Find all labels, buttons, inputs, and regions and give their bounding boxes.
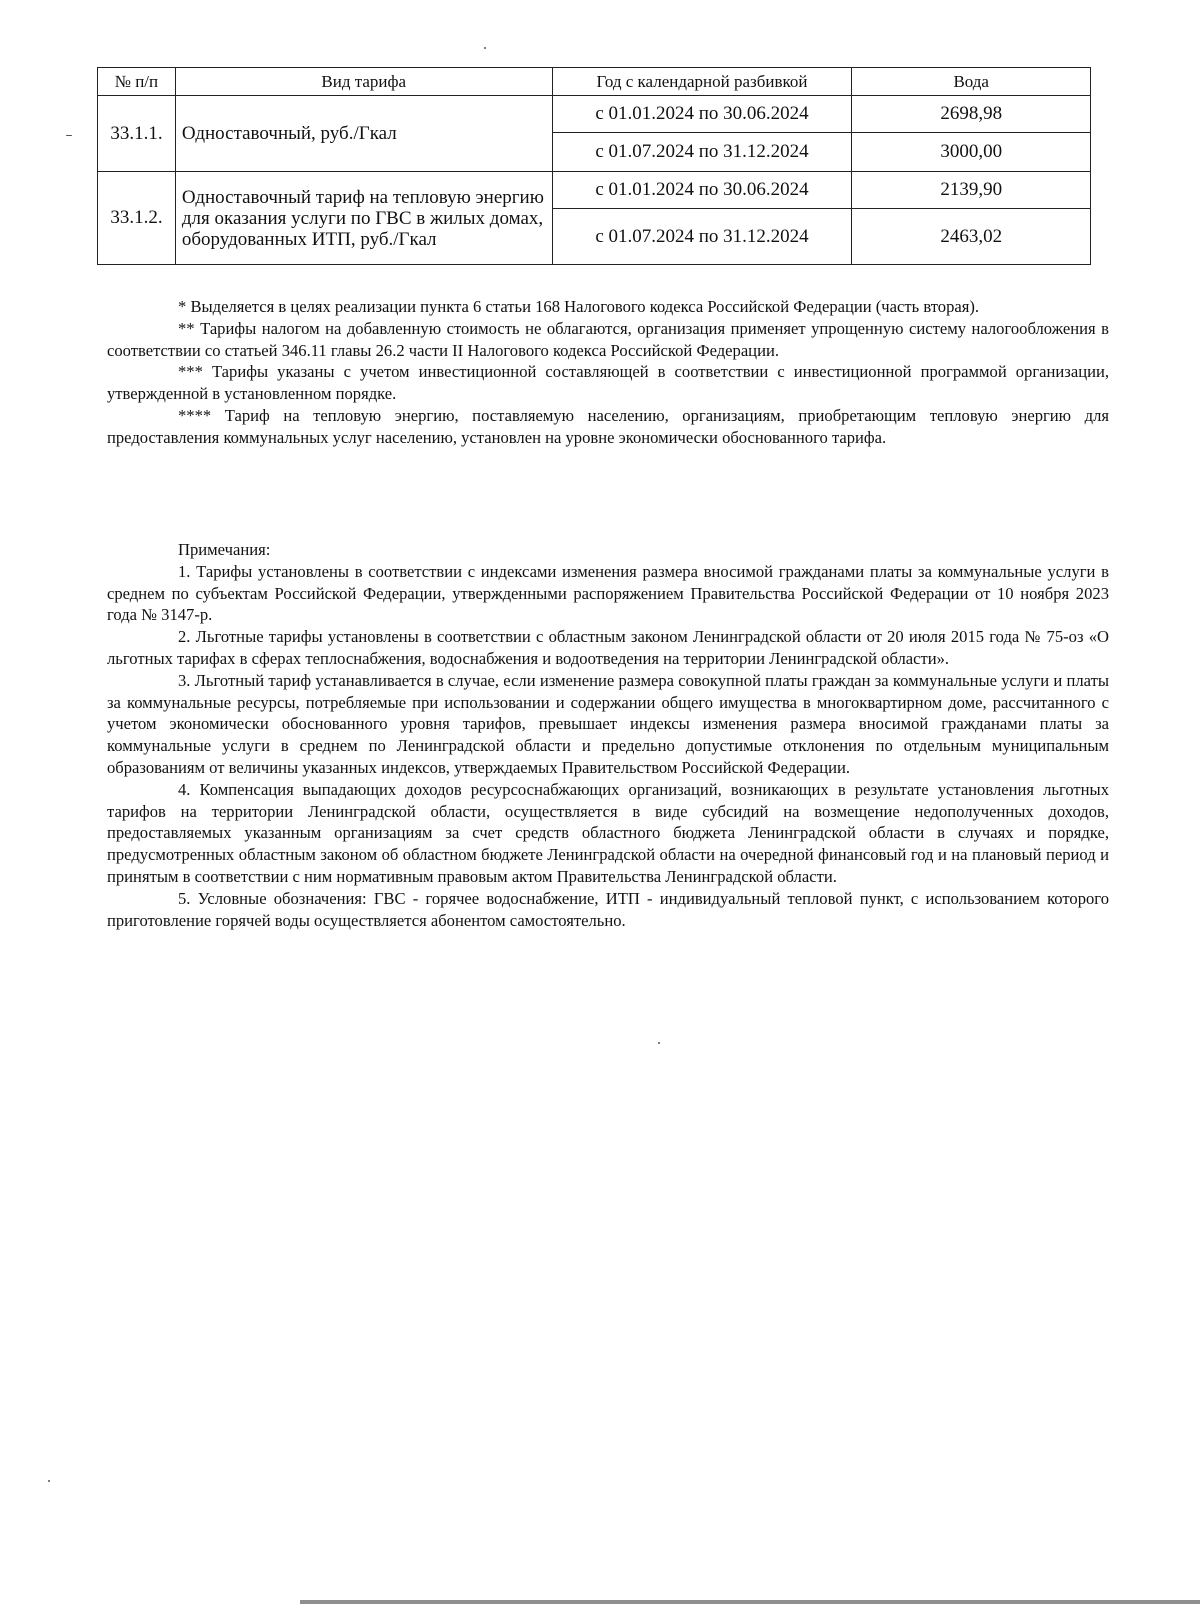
row-value: 2698,98 [852,96,1091,133]
row-value: 2463,02 [852,209,1091,265]
header-kind: Вид тарифа [175,68,552,96]
footnote-2: ** Тарифы налогом на добавленную стоимость не облагаются, организация применяет упрощенную систему налогообложения в соответствии со статьей 346.11 главы 26.2 части II Налогового кодекса Российской Федерации. [107,318,1109,360]
note-3: 3. Льготный тариф устанавливается в случае, если изменение размера совокупной платы граждан за коммунальные услуги и платы за коммунальные ресурсы, потребляемые при использовании и содержании общего имущества в многоквартирном доме, рассчитанного с учетом экономически обоснованного уровня тарифов, превышает индексы изменения размера вносимой гражданами платы за коммунальные услуги в среднем по Ленинградской области и предельно допустимые отклонения по отдельным муниципальным образованиям от величины указанных индексов, утверждаемых Правительством Российской Федерации. [107,670,1109,777]
row-period: с 01.07.2024 по 31.12.2024 [552,133,852,172]
scan-speck [66,135,72,136]
row-period: с 01.01.2024 по 30.06.2024 [552,96,852,133]
row-value: 2139,90 [852,172,1091,209]
table-row [98,96,1091,133]
row-value: 3000,00 [852,133,1091,172]
row-kind: Одноставочный тариф на тепловую энергию для оказания услуги по ГВС в жилых домах, оборудованных ИТП, руб./Гкал [175,172,552,265]
row-period: с 01.07.2024 по 31.12.2024 [552,209,852,265]
header-value: Вода [852,68,1091,96]
footnote-3: *** Тарифы указаны с учетом инвестиционной составляющей в соответствии с инвестиционной программой организации, утвержденной в установленном порядке. [107,362,1109,404]
row-num: 33.1.2. [98,172,176,265]
row-period: с 01.01.2024 по 30.06.2024 [552,172,852,209]
scan-edge-line [300,1600,1200,1604]
note-4: 4. Компенсация выпадающих доходов ресурсоснабжающих организаций, возникающих в результате установления льготных тарифов на территории Ленинградской области, осуществляется в виде субсидий на возмещение недополученных доходов, предоставляемых указанным организациям за счет средств областного бюджета Ленинградской области в случаях и порядке, предусмотренных областным законом об областном бюджете Ленинградской области на очередной финансовый год и на плановый период и принятым в соответствии с ним нормативным правовым актом Правительства Ленинградской области. [107,779,1109,886]
note-5: 5. Условные обозначения: ГВС - горячее водоснабжение, ИТП - индивидуальный тепловой пункт, с использованием которого приготовление горячей воды осуществляется абонентом самостоятельно. [107,888,1109,930]
scan-speck [484,47,486,49]
header-period: Год с календарной разбивкой [552,68,852,96]
note-2: 2. Льготные тарифы установлены в соответствии с областным законом Ленинградской области от 20 июля 2015 года № 75-оз «О льготных тарифах в сферах теплоснабжения, водоснабжения и водоотведения на территории Ленинградской области». [107,627,1109,668]
footnote-1: * Выделяется в целях реализации пункта 6 статьи 168 Налогового кодекса Российской Федерации (часть вторая). [178,297,980,316]
tariff-table [97,67,1091,265]
table-header-row [98,68,1091,96]
footnote-4: **** Тариф на тепловую энергию, поставляемую населению, организациям, приобретающим тепловую энергию для предоставления коммунальных услуг населению, установлен на уровне экономически обоснованного тарифа. [107,405,1109,447]
scan-speck [658,1042,660,1044]
scan-speck [48,1480,50,1482]
footnotes-section [107,296,1109,449]
table-row [98,172,1091,209]
note-1: 1. Тарифы установлены в соответствии с индексами изменения размера вносимой гражданами платы за коммунальные услуги в среднем по субъектам Российской Федерации, утвержденными распоряжением Правительства Российской Федерации от 10 ноября 2023 года № 3147-р. [107,561,1109,625]
notes-section [107,539,1109,931]
header-num: № п/п [98,68,176,96]
row-kind: Одноставочный, руб./Гкал [175,96,552,172]
notes-title: Примечания: [178,540,271,559]
row-num: 33.1.1. [98,96,176,172]
